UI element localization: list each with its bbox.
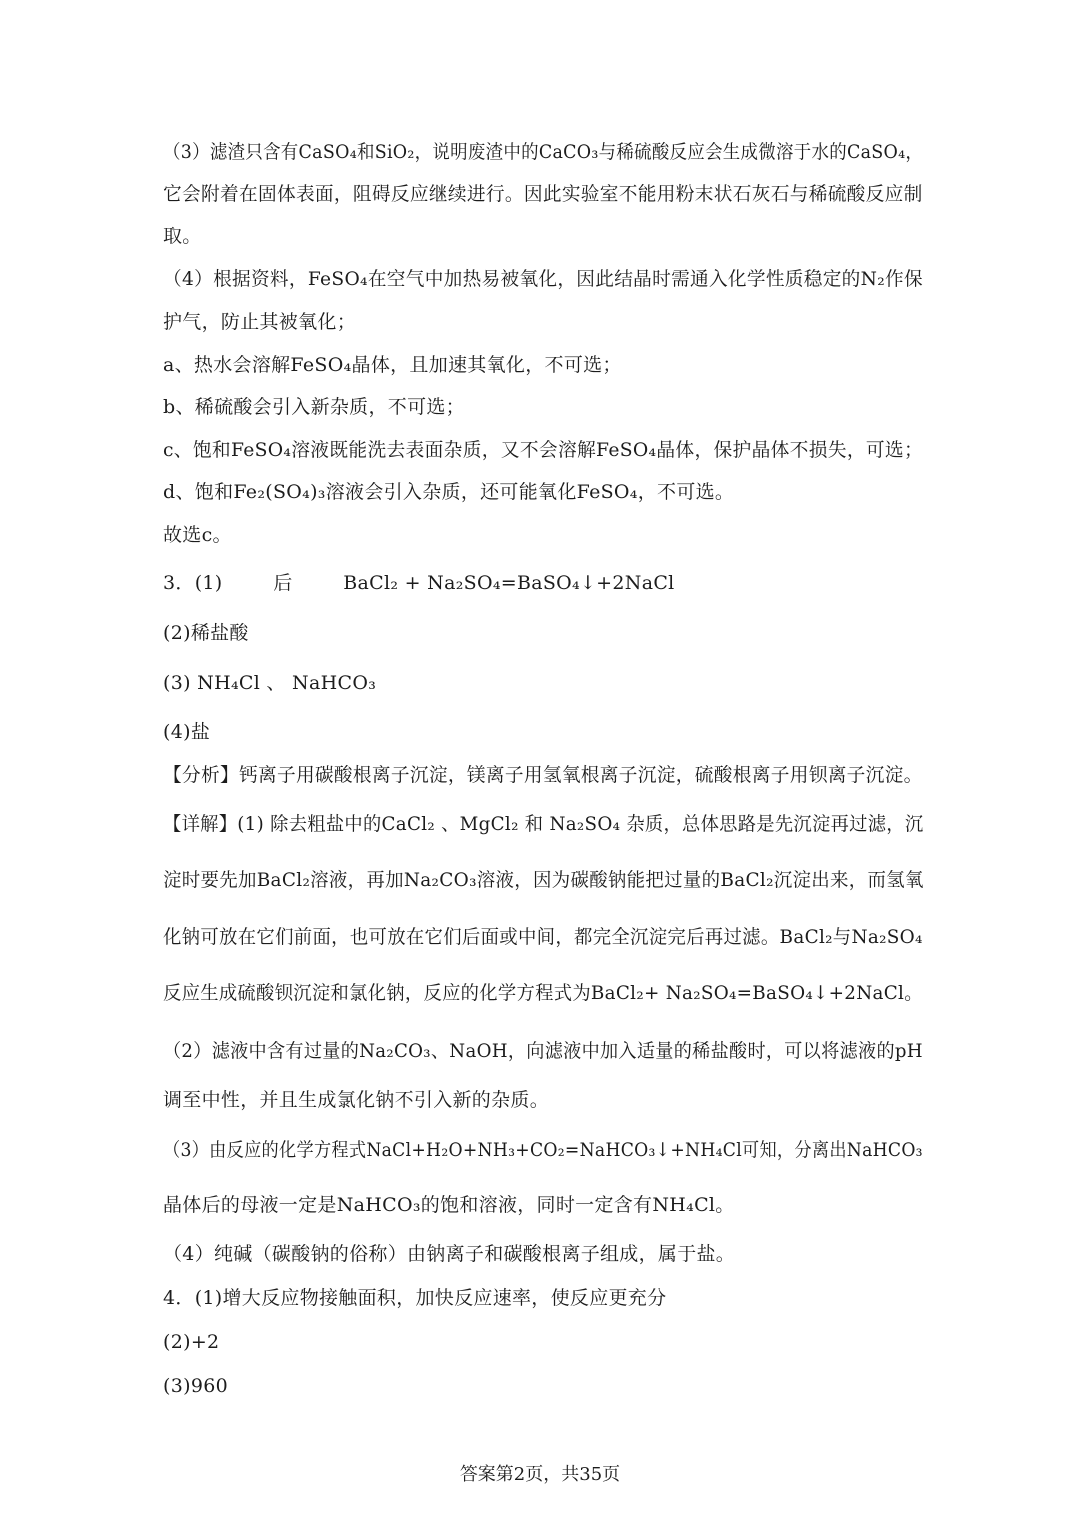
line-text: 淀时要先加BaCl₂溶液，再加Na₂CO₃溶液，因为碳酸钠能把过量的BaCl₂沉淀出来，而氢氧 [163, 869, 924, 891]
text-line [163, 624, 249, 643]
answer-4-line [163, 1289, 666, 1308]
line-text: 取。 [163, 225, 202, 247]
text-line [163, 483, 734, 502]
text-line [163, 1042, 923, 1061]
text-line [163, 143, 923, 162]
text-line [163, 313, 356, 332]
text-line [163, 1245, 735, 1264]
line-text: 调至中性，并且生成氯化钠不引入新的杂质。 [163, 1089, 550, 1111]
text-line [163, 356, 622, 375]
text-line [163, 1333, 219, 1352]
line-text: 它会附着在固体表面，阻碍反应继续进行。因此实验室不能用粉末状石灰石与稀硫酸反应制 [163, 183, 923, 205]
line-text: 故选c。 [163, 524, 232, 546]
line-text: （2）滤液中含有过量的Na₂CO₃、NaOH，向滤液中加入适量的稀盐酸时，可以将滤液的pH [163, 1040, 923, 1062]
line-text: b、稀硫酸会引入新杂质，不可选； [163, 396, 465, 418]
text-line [163, 1196, 735, 1215]
text-line [163, 871, 924, 890]
text-line [163, 1377, 228, 1396]
text-line [163, 398, 465, 417]
line-text: 护气，防止其被氧化； [163, 311, 357, 333]
line-text: （3）由反应的化学方程式NaCl+H₂O+NH₃+CO₂=NaHCO₃↓+NH₄Cl可知，分离出NaHCO₃ [163, 1139, 923, 1161]
answer-3-line [163, 574, 675, 593]
line-text: (3)960 [163, 1375, 228, 1397]
page-footer: 答案第2页，共35页 [459, 1464, 621, 1485]
line-text: 反应生成硫酸钡沉淀和氯化钠，反应的化学方程式为BaCl₂+ Na₂SO₄=BaSO₄↓+2NaCl。 [163, 982, 923, 1004]
line-text: (3) NH₄Cl 、 NaHCO₃ [163, 672, 377, 694]
line-text: 3．(1) 后 BaCl₂ + Na₂SO₄=BaSO₄↓+2NaCl [163, 572, 675, 594]
text-line [163, 1091, 549, 1110]
text-line [163, 1141, 923, 1160]
line-text: 化钠可放在它们前面，也可放在它们后面或中间，都完全沉淀完后再过滤。BaCl₂与Na₂SO₄ [163, 926, 923, 948]
analysis-line [163, 766, 923, 785]
line-text: (4)盐 [163, 721, 211, 743]
text-line [163, 526, 232, 545]
text-line [163, 441, 923, 460]
text-line [163, 928, 923, 947]
text-line [163, 227, 202, 246]
line-text: 【分析】钙离子用碳酸根离子沉淀，镁离子用氢氧根离子沉淀，硫酸根离子用钡离子沉淀。 [163, 764, 923, 786]
line-text: (2)+2 [163, 1331, 220, 1353]
text-line [163, 270, 923, 289]
line-text: (2)稀盐酸 [163, 622, 249, 644]
line-text: 【详解】(1) 除去粗盐中的CaCl₂ 、MgCl₂ 和 Na₂SO₄ 杂质，总体思路是先沉淀再过滤，沉 [163, 813, 924, 835]
text-line [163, 723, 210, 742]
line-text: （3）滤渣只含有CaSO₄和SiO₂，说明废渣中的CaCO₃与稀硫酸反应会生成微溶于水的CaSO₄， [163, 141, 924, 163]
text-line [163, 674, 376, 693]
text-line [163, 185, 923, 204]
line-text: 4．(1)增大反应物接触面积，加快反应速率，使反应更充分 [163, 1287, 667, 1309]
line-text: d、饱和Fe₂(SO₄)₃溶液会引入杂质，还可能氧化FeSO₄，不可选。 [163, 481, 735, 503]
line-text: a、热水会溶解FeSO₄晶体，且加速其氧化，不可选； [163, 354, 622, 376]
text-line [163, 984, 923, 1003]
line-text: （4）根据资料，FeSO₄在空气中加热易被氧化，因此结晶时需通入化学性质稳定的N₂作保 [163, 268, 923, 290]
line-text: （4）纯碱（碳酸钠的俗称）由钠离子和碳酸根离子组成，属于盐。 [163, 1243, 736, 1265]
line-text: 晶体后的母液一定是NaHCO₃的饱和溶液，同时一定含有NH₄Cl。 [163, 1194, 735, 1216]
line-text: c、饱和FeSO₄溶液既能洗去表面杂质，又不会溶解FeSO₄晶体，保护晶体不损失，可选； [163, 439, 924, 461]
detail-line [163, 815, 923, 834]
